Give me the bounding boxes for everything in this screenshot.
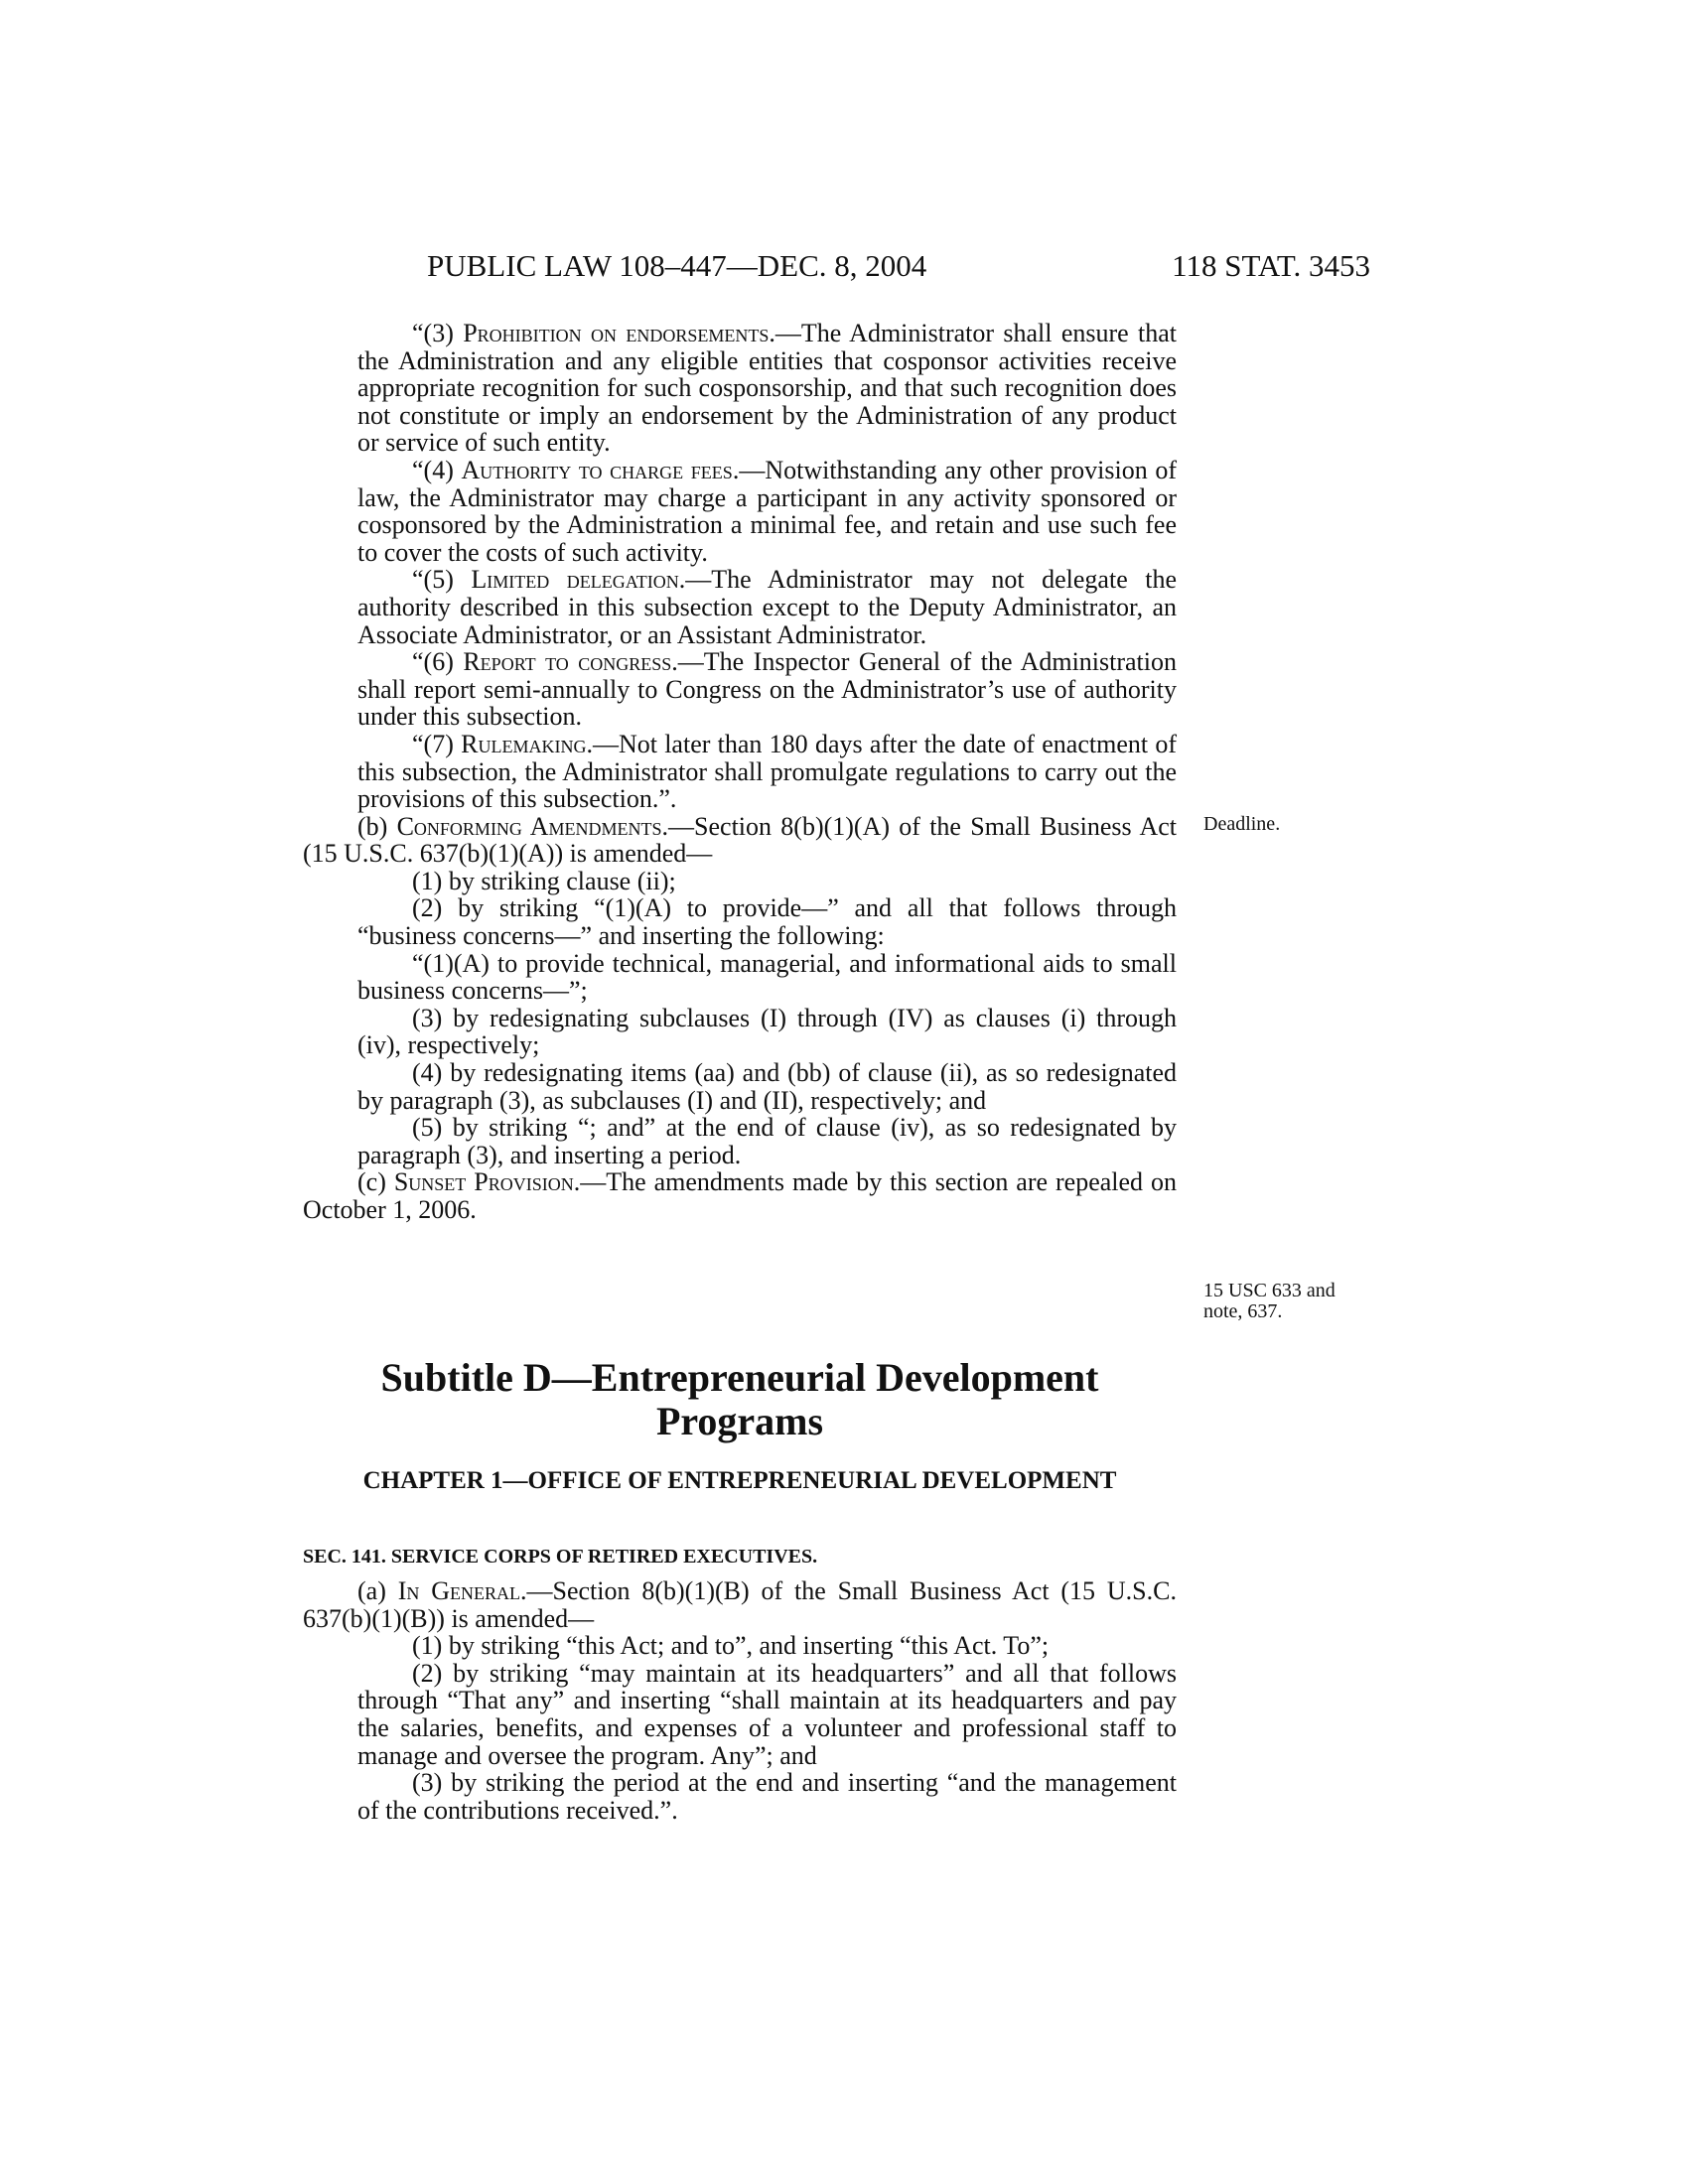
paragraph-6: “(6) Report to congress.—The Inspector General of the Administration shall report semi-annually to Congress on the Administrator’s use of authority under this subsection. xyxy=(357,647,1177,732)
subsection-b-item-2-quote: “(1)(A) to provide technical, managerial, and informational aids to small business concerns—”; xyxy=(357,948,1177,1006)
section-a-item-2: (2) by striking “may maintain at its headquarters” and all that follows through “That any” and inserting “shall maintain at its headquarters and pay the salaries, benefits, and expenses of a volunteer and professional staff to manage and oversee the program. Any”; and xyxy=(357,1658,1177,1770)
subsection-b-item-5: (5) by striking “; and” at the end of clause (iv), as so redesignated by paragraph (3), and inserting a period. xyxy=(357,1113,1177,1169)
margin-note-deadline: Deadline. xyxy=(1203,813,1281,835)
subsection-b-item-1: (1) by striking clause (ii); xyxy=(412,866,676,895)
paragraph-7: “(7) Rulemaking.—Not later than 180 days after the date of enactment of this subsection, the Administrator shall promulgate regulations to carry out the provisions of this subsection.”. xyxy=(357,729,1177,814)
section-text xyxy=(303,1577,1177,1824)
margin-note-usc: 15 USC 633 and note, 637. xyxy=(1203,1280,1336,1322)
running-header xyxy=(298,248,1370,288)
section-a: (a) In General.—Section 8(b)(1)(B) of the Small Business Act (15 U.S.C. 637(b)(1)(B)) is amended— xyxy=(303,1576,1177,1633)
subsection-b-item-3: (3) by redesignating subclauses (I) through (IV) as clauses (i) through (iv), respectively; xyxy=(357,1003,1177,1060)
chapter-heading: CHAPTER 1—OFFICE OF ENTREPRENEURIAL DEVELOPMENT xyxy=(362,1467,1117,1494)
section-a-item-3: (3) by striking the period at the end and inserting “and the management of the contributions received.”. xyxy=(357,1768,1177,1825)
subsection-b: (b) Conforming Amendments.—Section 8(b)(1)(A) of the Small Business Act (15 U.S.C. 637(b)(1)(A)) is amended— xyxy=(303,811,1177,869)
paragraph-3: “(3) Prohibition on endorsements.—The Administrator shall ensure that the Administration and any eligible entities that cosponsor activities receive appropriate recognition for such cosponsorship, and that such recognition does not constitute or imply an endorsement by the Administration of any product or service of such entity. xyxy=(357,319,1178,458)
paragraph-5: “(5) Limited delegation.—The Administrator may not delegate the authority described in this subsection except to the Deputy Administrator, an Associate Administrator, or an Assistant Administrator. xyxy=(357,565,1178,649)
amendment-text xyxy=(303,320,1177,1224)
subsection-b-item-2: (2) by striking “(1)(A) to provide—” and all that follows through “business concerns—” and inserting the following: xyxy=(357,893,1177,951)
section-a-item-1: (1) by striking “this Act; and to”, and inserting “this Act. To”; xyxy=(412,1631,1050,1661)
subsection-c: (c) Sunset Provision.—The amendments made by this section are repealed on October 1, 2006. xyxy=(303,1167,1178,1224)
header-stat: 118 STAT. 3453 xyxy=(1172,248,1370,283)
header-title: PUBLIC LAW 108–447—DEC. 8, 2004 xyxy=(427,248,927,283)
subtitle-heading: Subtitle D—Entrepreneurial Development Programs xyxy=(380,1355,1099,1443)
subsection-b-item-4: (4) by redesignating items (aa) and (bb) of clause (ii), as so redesignated by paragraph (3), as subclauses (I) and (II), respectively; and xyxy=(357,1058,1177,1115)
paragraph-4: “(4) Authority to charge fees.—Notwithstanding any other provision of law, the Administrator may charge a participant in any activity sponsored or cosponsored by the Administration a minimal fee, and retain and use such fee to cover the costs of such activity. xyxy=(357,455,1177,567)
section-heading: SEC. 141. SERVICE CORPS OF RETIRED EXECUTIVES. xyxy=(303,1546,818,1568)
